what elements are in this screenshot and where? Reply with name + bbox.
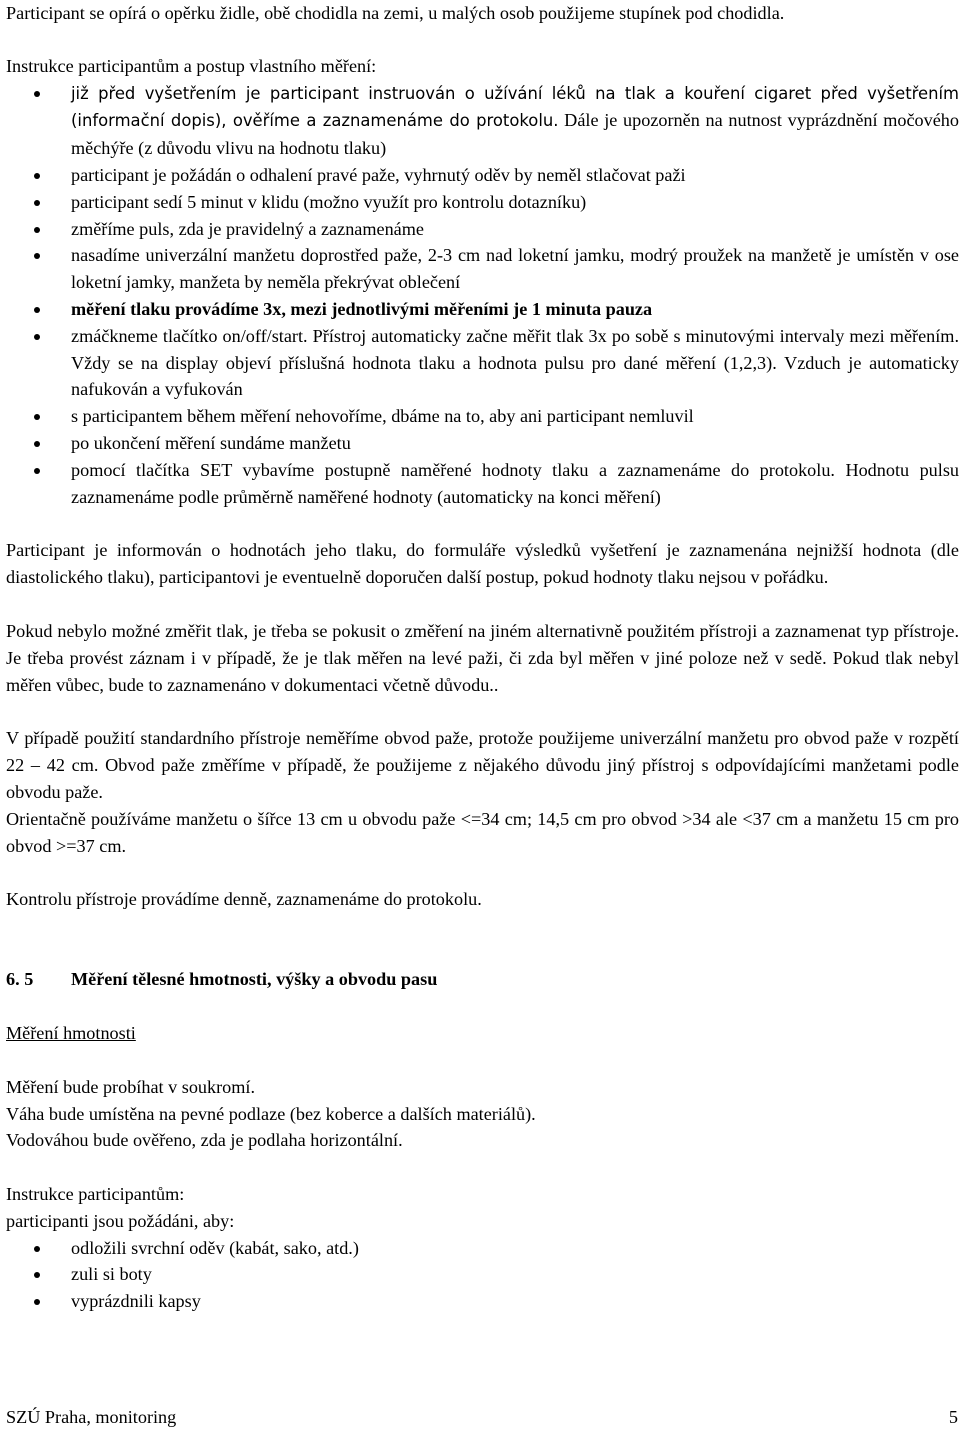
list-item-text: již před vyšetřením je participant instruován o užívání léků na tlak a kouření cigaret před vyšetřením (informační dopis), ověříme a zaznamenáme do protokolu.: [71, 83, 959, 131]
list-item: [6, 216, 959, 243]
list-item-text: po ukončení měření sundáme manžetu: [71, 432, 351, 453]
list-item-text: participant je požádán o odhalení pravé paže, vyhrnutý oděv by neměl stlačovat paži: [71, 164, 686, 185]
bullet-icon: [34, 468, 40, 474]
list-item: [6, 430, 959, 457]
bullet-icon: [34, 91, 40, 97]
instructions2-heading: Instrukce participantům:: [6, 1184, 185, 1205]
list-item: [6, 323, 959, 403]
bullet-icon: [34, 1246, 40, 1252]
list-item: [6, 1235, 959, 1262]
instructions2-intro: participanti jsou požádáni, aby:: [6, 1210, 235, 1231]
list-item-text-continued: Dále je upozorněn na nutnost vyprázdnění močového měchýře (z důvodu vlivu na hodnotu tlaku): [71, 110, 959, 159]
list-item-text: zuli si boty: [71, 1264, 152, 1285]
document-page: [6, 0, 959, 1315]
list-item-text: vyprázdnili kapsy: [71, 1291, 201, 1312]
subheading: Měření hmotnosti: [6, 1022, 136, 1043]
page-number: 5: [948, 1407, 958, 1427]
bullet-icon: [34, 200, 40, 206]
list-item: [6, 403, 959, 430]
page-footer: [6, 1404, 958, 1431]
results-paragraph: Participant je informován o hodnotách jeho tlaku, do formuláře výsledků vyšetření je zaznamenána nejnižší hodnota (dle diastolického tlaku), participantovi je eventuelně doporučen další postup, pokud hodnoty tlaku nejsou v pořádku.: [6, 540, 959, 588]
instructions2-list: [6, 1235, 959, 1315]
bullet-icon: [34, 441, 40, 447]
bullet-icon: [34, 307, 40, 313]
list-item-text: participant sedí 5 minut v klidu (možno využít pro kontrolu dotazníku): [71, 191, 587, 212]
list-item-text: pomocí tlačítka SET vybavíme postupně naměřené hodnoty tlaku a zaznamenáme do protokolu. Hodnotu pulsu zaznamenáme podle průměrně naměřené hodnoty (automaticky na konci měření): [71, 459, 959, 507]
instructions-heading: Instrukce participantům a postup vlastního měření:: [6, 55, 377, 76]
alternative-device-paragraph: Pokud nebylo možné změřit tlak, je třeba se pokusit o změření na jiném alternativně použitém přístroji a zaznamenat typ přístroje. Je třeba provést záznam i v případě, že je tlak měřen na levé paži, či zda byl měřen v jiné poloze než v sedě. Pokud tlak nebyl měřen vůbec, bude to zaznamenáno v dokumentaci včetně důvodu..: [6, 620, 959, 695]
list-item-text: změříme puls, zda je pravidelný a zaznamenáme: [71, 218, 424, 239]
list-item-text: měření tlaku provádíme 3x, mezi jednotlivými měřeními je 1 minuta pauza: [71, 298, 653, 319]
bullet-icon: [34, 1272, 40, 1278]
list-item: [6, 242, 959, 296]
bullet-icon: [34, 1299, 40, 1305]
cuff-paragraph: V případě použití standardního přístroje neměříme obvod paže, protože použijeme univerzální manžetu pro obvod paže v rozpětí 22 – 42 cm. Obvod paže změříme v případě, že použijeme z nějakého důvodu jiný přístroj s odpovídajícími manžetami podle obvodu paže.: [6, 728, 959, 802]
list-item: [6, 80, 959, 162]
list-item-text: s participantem během měření nehovoříme, dbáme na to, aby ani participant nemluvil: [71, 406, 694, 427]
list-item: [6, 1261, 959, 1288]
bullet-icon: [34, 227, 40, 233]
list-item: [6, 162, 959, 189]
cuff-size-paragraph: Orientačně používáme manžetu o šířce 13 cm u obvodu paže <=34 cm; 14,5 cm pro obvod >34 ale <37 cm a manžetu 15 cm pro obvod >=37 cm.: [6, 808, 959, 856]
list-item-text: nasadíme univerzální manžetu doprostřed paže, 2-3 cm nad loketní jamku, modrý proužek na manžetě je umístěn v ose loketní jamky, manžeta by neměla překrývat oblečení: [71, 245, 959, 293]
instructions-list: [6, 80, 959, 511]
bullet-icon: [34, 334, 40, 340]
list-item: [6, 189, 959, 216]
weight-line: Váha bude umístěna na pevné podlaze (bez koberce a dalších materiálů).: [6, 1103, 536, 1124]
list-item: [6, 457, 959, 511]
list-item-text: zmáčkneme tlačítko on/off/start. Přístroj automaticky začne měřit tlak 3x po sobě s minutovými intervaly mezi měřením. Vždy se na display objeví příslušná hodnota tlaku a hodnota pulsu pro dané měření (1,2,3). Vzduch je automaticky nafukován a vyfukován: [71, 325, 959, 400]
bullet-icon: [34, 414, 40, 420]
list-item-text: odložili svrchní oděv (kabát, sako, atd.): [71, 1237, 359, 1258]
weight-line: Měření bude probíhat v soukromí.: [6, 1076, 256, 1097]
footer-left: SZÚ Praha, monitoring: [6, 1407, 177, 1427]
section-heading: [6, 966, 959, 993]
section-number: 6. 5: [6, 969, 34, 990]
list-item: [6, 1288, 959, 1315]
intro-paragraph: Participant se opírá o opěrku židle, obě chodidla na zemi, u malých osob použijeme stupínek pod chodidla.: [6, 3, 785, 23]
bullet-icon: [34, 253, 40, 259]
list-item: [6, 296, 959, 323]
section-title: Měření tělesné hmotnosti, výšky a obvodu pasu: [71, 969, 438, 990]
device-check-paragraph: Kontrolu přístroje provádíme denně, zaznamenáme do protokolu.: [6, 889, 482, 910]
weight-line: Vodováhou bude ověřeno, zda je podlaha horizontální.: [6, 1130, 403, 1151]
bullet-icon: [34, 173, 40, 179]
